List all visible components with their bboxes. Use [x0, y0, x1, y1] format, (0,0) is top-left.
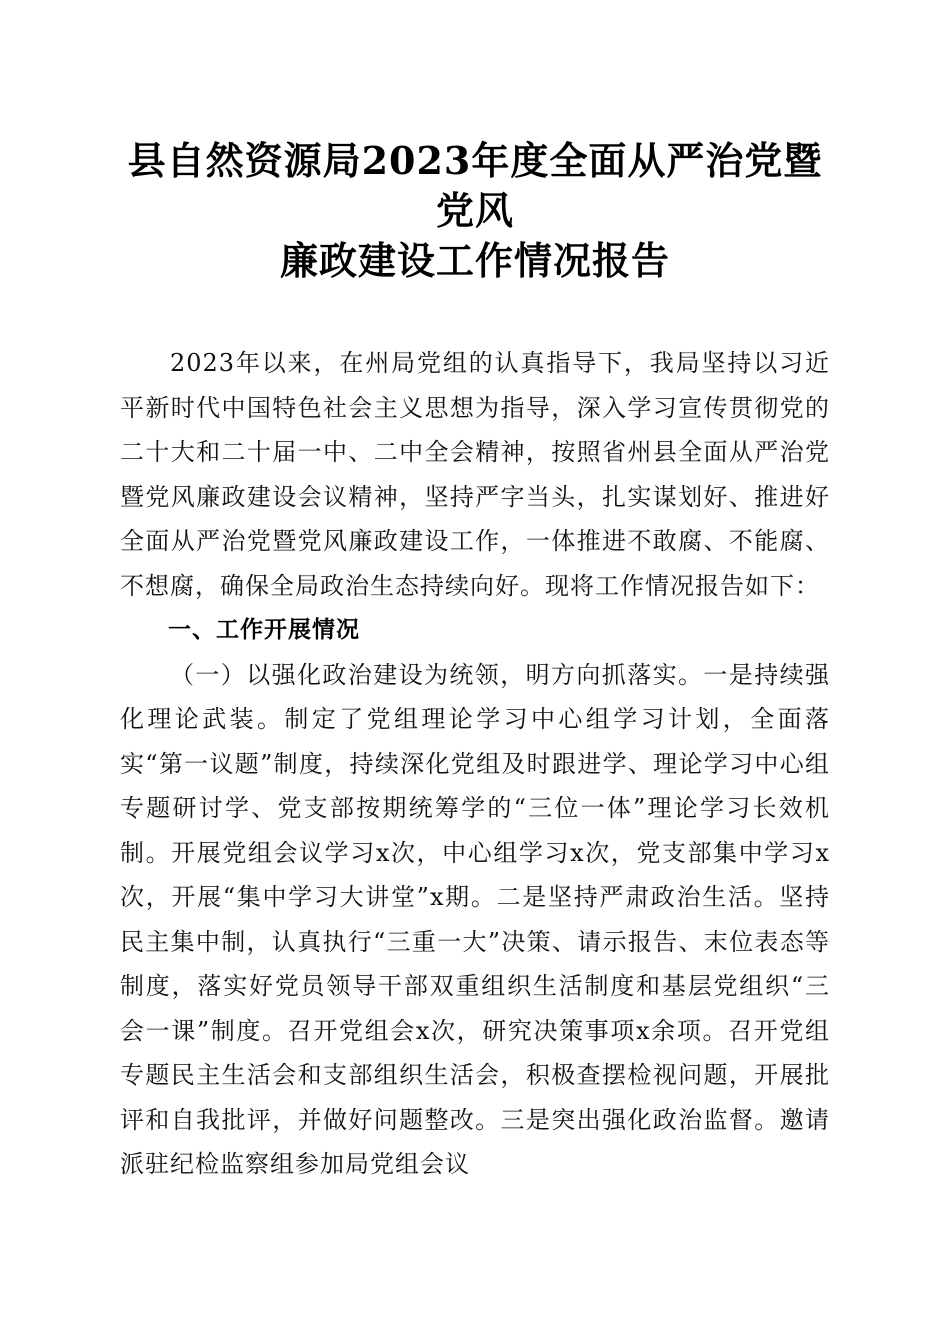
title-line-2: 廉政建设工作情况报告	[279, 238, 670, 283]
document-page	[120, 0, 830, 1187]
subsection-heading-1: （一）以强化政治建设为统领，明方向抓落实。	[170, 660, 704, 689]
document-body	[120, 341, 830, 1187]
section-heading-1: 一、工作开展情况	[168, 617, 360, 643]
subsection-body-1: 一是持续强化理论武装。制定了党组理论学习中心组学习计划，全面落实“第一议题”制度，持续深化党组及时跟进学、理论学习中心组专题研讨学、党支部按期统筹学的“三位一体”理论学习长效机制。开展党组会议学习x次，中心组学习x次，党支部集中学习x次，开展“集中学习大讲堂”x期。二是坚持严肃政治生活。坚持民主集中制，认真执行“三重一大”决策、请示报告、末位表态等制度，落实好党员领导干部双重组织生活制度和基层党组织“三会一课”制度。召开党组会x次，研究决策事项x余项。召开党组专题民主生活会和支部组织生活会，积极查摆检视问题，开展批评和自我批评，并做好问题整改。三是突出强化政治监督。邀请派驻纪检监察组参加局党组会议	[120, 660, 831, 1178]
document-title	[120, 136, 830, 286]
title-line-1: 县自然资源局2023年度全面从严治党暨党风	[127, 138, 823, 233]
subsection-paragraph-1	[120, 653, 830, 1187]
intro-paragraph: 2023年以来，在州局党组的认真指导下，我局坚持以习近平新时代中国特色社会主义思想为指导，深入学习宣传贯彻党的二十大和二十届一中、二中全会精神，按照省州县全面从严治党暨党风廉政建设会议精神，坚持严字当头，扎实谋划好、推进好全面从严治党暨党风廉政建设工作，一体推进不敢腐、不能腐、不想腐，确保全局政治生态持续向好。现将工作情况报告如下：	[120, 349, 830, 600]
